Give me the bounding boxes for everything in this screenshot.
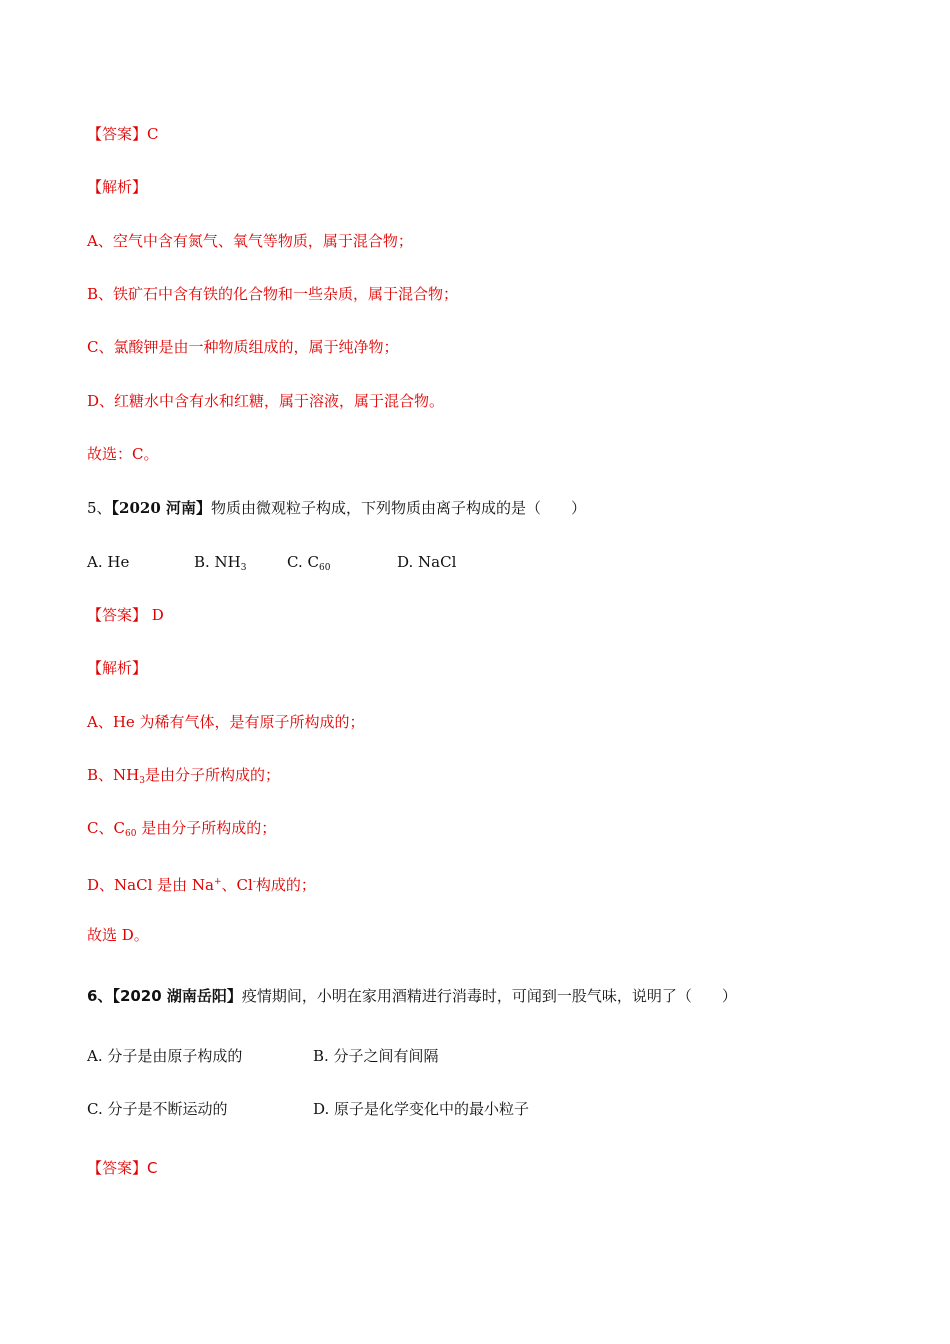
q4-analysis-c: C、氯酸钾是由一种物质组成的，属于纯净物；	[87, 338, 399, 356]
q5-analysis-b-suffix: 是由分子所构成的；	[144, 766, 280, 784]
q5-stem: 物质由微观粒子构成，下列物质由离子构成的是（ ）	[211, 499, 587, 517]
q5-option-a: A. He	[87, 553, 130, 571]
q5-conclusion: 故选 D。	[87, 926, 149, 944]
q6-answer-label: 【答案】	[87, 1159, 148, 1177]
q6-answer-value: C	[147, 1159, 158, 1177]
q5-option-d: D. NaCl	[397, 553, 457, 571]
q4-analysis-b: B、铁矿石中含有铁的化合物和一些杂质，属于混合物；	[87, 285, 459, 303]
q5-analysis-d-mid: 、Cl	[221, 876, 253, 894]
q5-answer	[87, 605, 164, 625]
q6-number: 6、	[87, 987, 113, 1005]
q5-analysis-b-prefix: B、NH	[87, 766, 140, 784]
q4-answer-value: C	[147, 125, 159, 143]
q4-answer-label: 【答案】	[87, 125, 148, 143]
q5-analysis-d-sup2: -	[252, 877, 256, 887]
q5-analysis-c	[87, 818, 276, 844]
q5-analysis-b	[87, 765, 280, 791]
q5-answer-value: D	[147, 606, 164, 624]
q4-analysis-d: D、红糖水中含有水和红糖，属于溶液，属于混合物。	[87, 392, 445, 410]
q5-option-b	[194, 552, 247, 578]
q6-stem: 疫情期间，小明在家用酒精进行消毒时，可闻到一股气味，说明了（ ）	[241, 987, 737, 1005]
q6-option-d: D. 原子是化学变化中的最小粒子	[313, 1100, 530, 1118]
q5-analysis-a: A、He 为稀有气体，是有原子所构成的；	[87, 713, 365, 731]
q5-analysis-c-suffix: 是由分子所构成的；	[136, 819, 277, 837]
q6-option-a: A. 分子是由原子构成的	[87, 1047, 243, 1065]
q6-source: 【2020 湖南岳阳】	[112, 987, 242, 1005]
q5-option-c	[287, 552, 330, 578]
q5-analysis-c-sub: 60	[124, 829, 137, 839]
q4-analysis-label: 【解析】	[87, 178, 148, 196]
q4-conclusion: 故选：C。	[87, 445, 159, 463]
q5-number: 5、	[87, 499, 112, 517]
q6-question	[87, 986, 737, 1006]
q5-option-b-sub: 3	[240, 563, 247, 573]
q5-answer-label: 【答案】	[87, 606, 148, 624]
q5-analysis-d	[87, 872, 316, 895]
q4-analysis-a: A、空气中含有氮气、氧气等物质，属于混合物；	[87, 232, 413, 250]
q5-option-c-text: C. C	[287, 553, 319, 571]
q5-analysis-b-sub: 3	[139, 776, 145, 786]
q5-option-c-sub: 60	[318, 563, 331, 573]
q6-option-b: B. 分子之间有间隔	[313, 1047, 439, 1065]
q5-analysis-c-prefix: C、C	[87, 819, 125, 837]
q6-option-c: C. 分子是不断运动的	[87, 1100, 228, 1118]
q5-source: 【2020 河南】	[111, 499, 212, 517]
q5-analysis-d-suffix: 构成的；	[255, 876, 316, 894]
q5-analysis-d-prefix: D、NaCl 是由 Na	[87, 876, 214, 894]
q5-question	[87, 498, 586, 518]
q4-answer	[87, 124, 159, 144]
q5-analysis-label: 【解析】	[87, 659, 148, 677]
q6-answer	[87, 1158, 158, 1178]
q5-option-b-text: B. NH	[194, 553, 241, 571]
q5-analysis-d-sup1: +	[213, 877, 222, 887]
